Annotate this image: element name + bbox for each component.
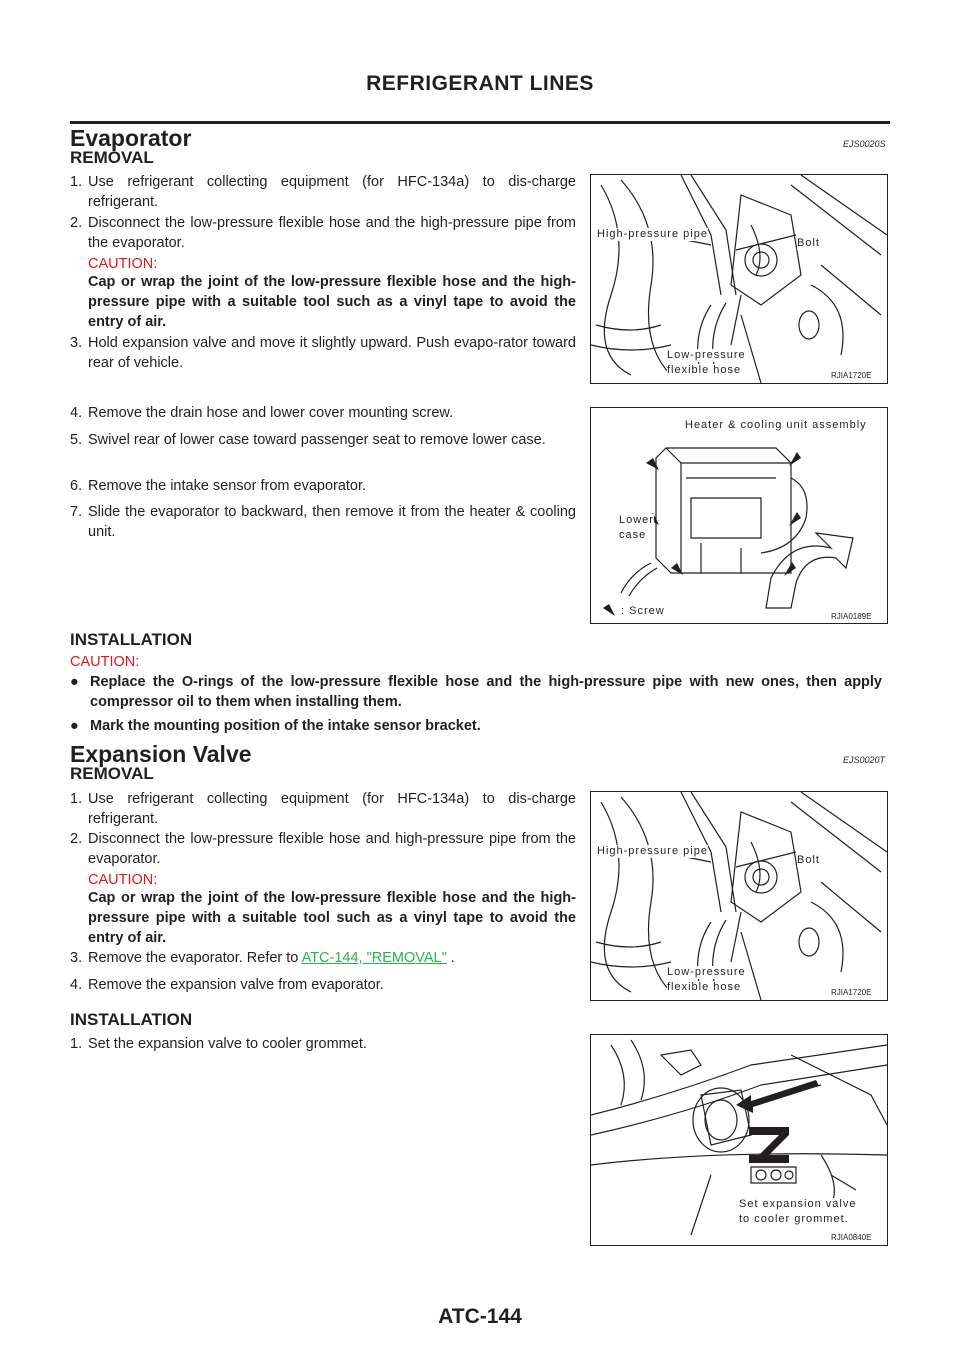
page-title: REFRIGERANT LINES — [366, 72, 594, 95]
figure-label: Heater & cooling unit assembly — [685, 419, 867, 431]
figure-label: High-pressure pipe — [597, 228, 708, 240]
step-item: 5. Swivel rear of lower case toward passenger seat to remove lower case. — [70, 432, 546, 448]
figure-evaporator-pipes-2 — [590, 791, 888, 1001]
step-item: 6. Remove the intake sensor from evaporator. — [70, 478, 367, 494]
section-title-evaporator: Evaporator — [70, 125, 192, 151]
figure-id: RJIA1720E — [831, 988, 872, 997]
figure-label: Low-pressure — [667, 966, 746, 978]
figure-heater-unit — [590, 407, 888, 624]
step-item: 2. Disconnect the low-pressure flexible hose and the high-pressure pipe from the evaporator. — [70, 215, 576, 251]
section-title-expansion-valve: Expansion Valve — [70, 741, 252, 767]
figure-evaporator-pipes — [590, 174, 888, 384]
installation-heading: INSTALLATION — [70, 630, 193, 649]
cross-reference-link[interactable]: ATC-144, "REMOVAL" — [301, 950, 447, 966]
step-item: 7. Slide the evaporator to backward, then remove it from the heater & cooling unit. — [70, 504, 576, 540]
step-item: 3. Hold expansion valve and move it slightly upward. Push evapo-rator toward rear of vehicle. — [70, 335, 576, 371]
caution-text: Cap or wrap the joint of the low-pressure flexible hose and the high-pressure pipe with a suitable tool such as a vinyl tape to avoid the entry of air. — [88, 274, 576, 330]
page-number: ATC-144 — [438, 1305, 522, 1328]
step-item: 3. Remove the evaporator. Refer to ATC-144, "REMOVAL" . — [70, 950, 455, 966]
figure-label: case — [619, 529, 647, 541]
section-code: EJS0020S — [843, 139, 886, 149]
caution-label: CAUTION: — [88, 256, 158, 272]
caution-bullet: ● Replace the O-rings of the low-pressure flexible hose and the high-pressure pipe with new ones, then apply compressor oil to them when installing them. — [70, 674, 882, 710]
figure-id: RJIA0840E — [831, 1233, 872, 1242]
caution-bullet: ● Mark the mounting position of the intake sensor bracket. — [70, 718, 481, 734]
step-item: 1. Use refrigerant collecting equipment (for HFC-134a) to dis-charge refrigerant. — [70, 174, 576, 210]
removal-heading: REMOVAL — [70, 764, 154, 783]
caution-text: Cap or wrap the joint of the low-pressure flexible hose and the high-pressure pipe with a suitable tool such as a vinyl tape to avoid the entry of air. — [88, 890, 576, 946]
step-item: 1. Set the expansion valve to cooler grommet. — [70, 1036, 367, 1052]
installation-heading: INSTALLATION — [70, 1010, 193, 1029]
header-rule — [70, 121, 890, 124]
figure-label: : Screw — [621, 605, 665, 617]
figure-label: Bolt — [797, 854, 820, 866]
figure-label: Lower — [619, 514, 654, 526]
caution-label: CAUTION: — [70, 654, 140, 670]
figure-label: to cooler grommet. — [739, 1213, 849, 1225]
removal-heading: REMOVAL — [70, 148, 154, 167]
caution-label: CAUTION: — [88, 872, 158, 888]
figure-label: Set expansion valve — [739, 1198, 857, 1210]
section-code: EJS0020T — [843, 755, 886, 765]
step-item: 4. Remove the expansion valve from evaporator. — [70, 977, 384, 993]
figure-expansion-valve-grommet — [590, 1034, 888, 1246]
figure-label: flexible hose — [667, 981, 742, 993]
figure-label: Bolt — [797, 237, 820, 249]
figure-label: High-pressure pipe — [597, 845, 708, 857]
figure-label: Low-pressure — [667, 349, 746, 361]
figure-label: flexible hose — [667, 364, 742, 376]
step-item: 2. Disconnect the low-pressure flexible hose and high-pressure pipe from the evaporator. — [70, 831, 576, 867]
step-item: 4. Remove the drain hose and lower cover mounting screw. — [70, 405, 454, 421]
figure-id: RJIA1720E — [831, 371, 872, 380]
step-item: 1. Use refrigerant collecting equipment (for HFC-134a) to dis-charge refrigerant. — [70, 791, 576, 827]
figure-id: RJIA0189E — [831, 612, 872, 621]
